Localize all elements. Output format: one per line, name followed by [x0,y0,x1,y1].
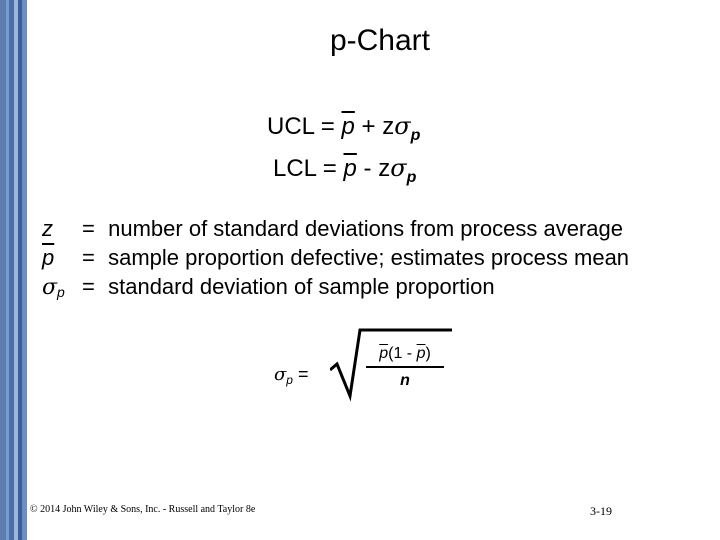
lcl-sigma: σ [390,154,407,182]
sigma-sub: p [286,373,293,387]
decorative-sidebar [0,0,27,540]
lcl-sub: p [406,169,417,186]
definition-text: sample proportion defective; estimates process mean [108,245,630,270]
sigma-symbol: σ [274,364,287,385]
numerator-pbar-1: $\overline{p}$ [379,345,389,362]
ucl-sub: p [410,127,421,144]
ucl-formula [267,112,421,144]
symbol-sigma: σ [42,275,58,300]
definition-z [42,214,629,243]
copyright-footer: © 2014 John Wiley & Sons, Inc. - Russell and Taylor 8e [30,504,256,515]
sigma-fraction [362,345,448,390]
fraction-numerator [362,345,448,366]
numerator-pbar-2: $\overline{p}$ [416,345,426,362]
definition-text: standard deviation of sample proportion [102,274,495,299]
page-number: 3-19 [590,504,612,518]
sigma-eq-sign: = [292,364,309,384]
numerator-mid: (1 - [388,345,417,362]
ucl-mid: + z [354,113,395,140]
lcl-mid: - z [356,155,391,182]
ucl-sigma: σ [394,112,411,140]
sigma-p-lhs [274,364,309,385]
definitions-list [42,214,629,304]
lcl-lhs: LCL = [273,155,344,182]
lcl-formula [273,154,417,186]
definition-text: number of standard deviations from process average [108,216,623,241]
ucl-lhs: UCL = [267,113,342,140]
slide-title: p-Chart [329,24,431,57]
symbol-z: z [42,216,53,241]
fraction-denominator: n [400,372,410,389]
symbol-pbar: $\overline{p}$ [42,245,55,270]
numerator-end: ) [425,345,431,362]
eq-sign: = [82,274,95,299]
eq-sign: = [82,245,95,270]
lcl-pbar: $\overline{p}$ [343,155,357,182]
definition-sigma-p [42,272,629,304]
definition-pbar [42,243,629,272]
ucl-pbar: $\overline{p}$ [341,113,355,140]
symbol-sigma-sub: p [57,284,65,300]
eq-sign: = [82,216,95,241]
